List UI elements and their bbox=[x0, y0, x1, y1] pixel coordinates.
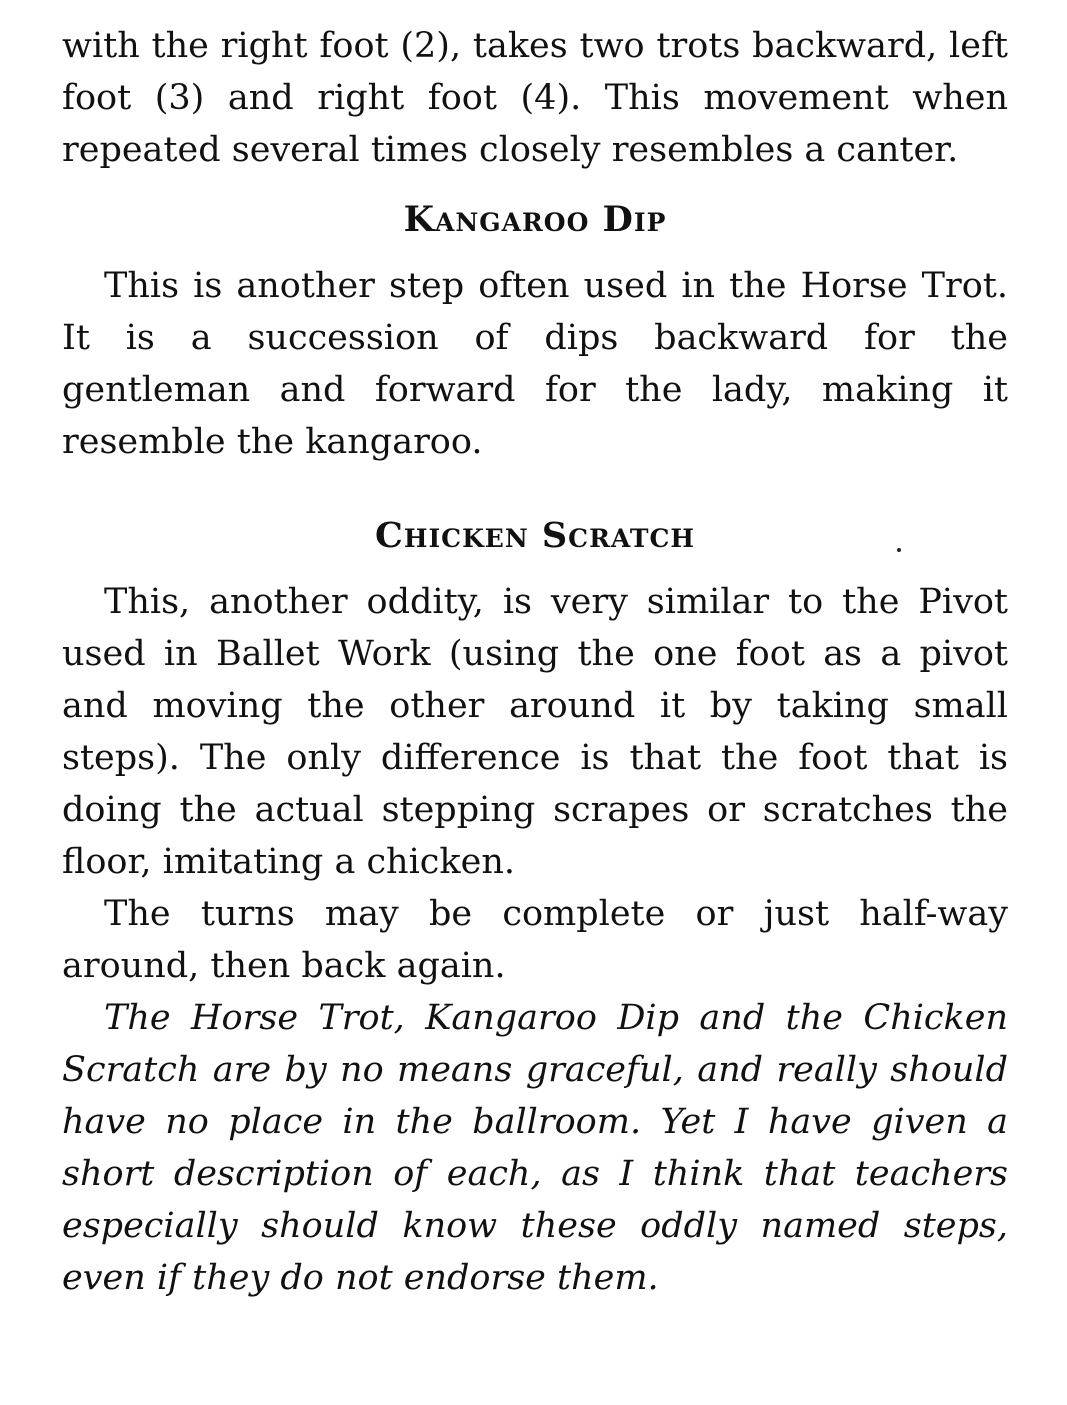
heading-kangaroo-dip: Kangaroo Dip bbox=[403, 199, 667, 240]
print-speck bbox=[897, 548, 901, 552]
paragraph-chicken-scratch: This, another oddity, is very similar to the Pivot used in Ballet Work (using the one foot as a pivot and moving the other around it by taking small steps). The only difference is that the foot that is doing the actual stepping scrapes or scratches the floor, imitating a chicken. bbox=[62, 582, 1008, 882]
paragraph-turns: The turns may be complete or just half-way around, then back again. bbox=[62, 894, 1008, 986]
page-body bbox=[62, 20, 1008, 1304]
paragraph-closing-note: The Horse Trot, Kangaroo Dip and the Chicken Scratch are by no means graceful, and really should have no place in the ballroom. Yet I have given a short description of each, as I think that teachers especially should know these oddly named steps, even if they do not endorse them. bbox=[62, 998, 1008, 1298]
paragraph-kangaroo-dip: This is another step often used in the Horse Trot. It is a succession of dips backward for the gentleman and forward for the lady, making it resemble the kangaroo. bbox=[62, 266, 1008, 462]
heading-chicken-scratch: Chicken Scratch bbox=[375, 515, 695, 556]
paragraph-canter: with the right foot (2), takes two trots backward, left foot (3) and right foot (4). This movement when repeated several times closely resembles a canter. bbox=[62, 26, 1008, 170]
